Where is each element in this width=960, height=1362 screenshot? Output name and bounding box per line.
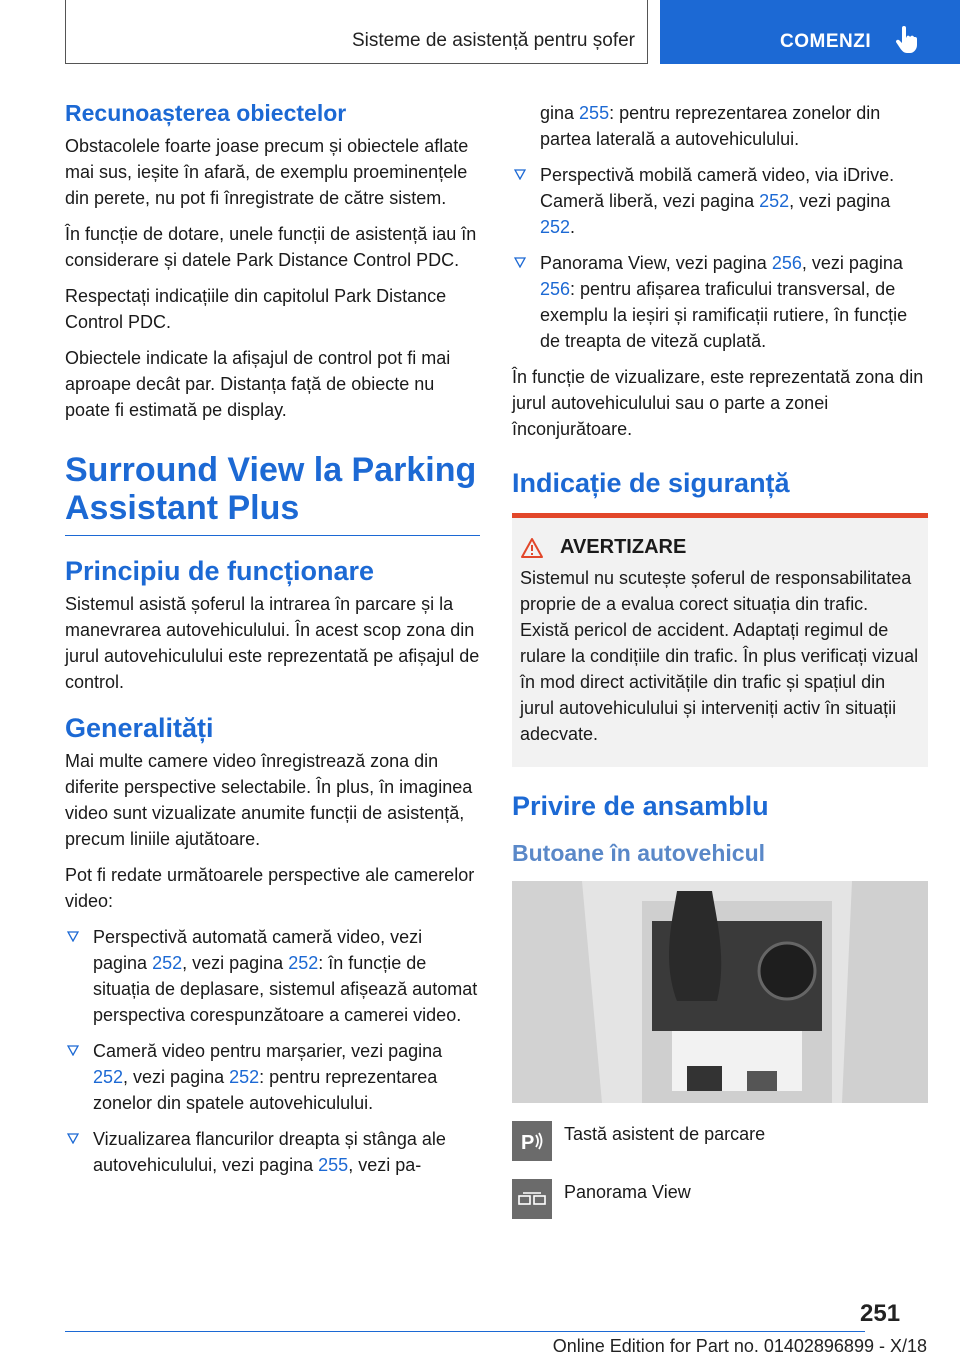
list-text: Cameră video pentru marșarier, vezi pagina (93, 1041, 443, 1061)
console-illustration (512, 881, 928, 1103)
paragraph: Sistemul asistă șoferul la intrarea în parcare și la manevrarea autovehiculului. În acest scop zona din jurul autovehiculului este reprezentată pe afișajul de control. (65, 594, 480, 692)
list-text: . (570, 217, 576, 237)
page-link[interactable]: 252 (152, 953, 183, 973)
page-link[interactable]: 252 (229, 1067, 260, 1087)
warning-text: Sistemul nu scutește șoferul de responsabilitatea proprie de a evalua corect situația din trafic. Există pericol de accident. Adaptați regimul de rulare la condițiile din trafic. În plus verificați vizual în mod direct activitățile din trafic și spațiul din jurul autovehiculului și interveniți activ în situații adecvate. (520, 568, 919, 744)
list-text: : pentru afișarea traficului transversal, de exemplu la ieșiri și ramificații rutiere, în funcție de treapta de viteză cuplată. (540, 279, 908, 351)
park-assist-icon (512, 1121, 552, 1161)
list-text: , vezi pagina (123, 1067, 230, 1087)
paragraph: Respectați indicațiile din capitolul Park Distance Control PDC. (65, 286, 447, 332)
hand-pointer-icon (896, 26, 918, 54)
heading-object-recognition: Recunoașterea obiectelor (65, 100, 347, 126)
page-link[interactable]: 255 (318, 1155, 349, 1175)
heading-principle: Principiu de funcționare (65, 556, 375, 586)
list-item (65, 1038, 480, 1116)
page-number: 251 (860, 1300, 901, 1327)
page-link[interactable]: 252 (540, 217, 571, 237)
triangle-bullet-icon (67, 1045, 79, 1056)
list-text: gina (540, 103, 580, 123)
triangle-bullet-icon (67, 931, 79, 942)
section-title: Sisteme de asistență pentru șofer (351, 30, 635, 51)
svg-text:P: P (521, 1132, 535, 1154)
page-title: Surround View la Parking Assistant Plus (65, 451, 480, 536)
legend-text: Panorama View (564, 1182, 691, 1202)
page-link[interactable]: 256 (540, 279, 571, 299)
console-photo (512, 881, 928, 1103)
list-text: , vezi pagina (801, 253, 903, 273)
column-left (65, 100, 480, 1188)
panorama-view-icon (512, 1179, 552, 1219)
perspective-list (65, 924, 480, 1178)
list-text: , vezi pa- (348, 1155, 422, 1175)
list-item (65, 924, 480, 1028)
legend-text: Tastă asistent de parcare (564, 1124, 766, 1144)
list-text: : pentru reprezentarea zonelor din spatele autovehiculului. (93, 1067, 438, 1113)
heading-overview: Privire de ansamblu (512, 791, 769, 821)
list-text: , vezi pagina (789, 191, 891, 211)
heading-general: Generalități (65, 713, 214, 743)
paragraph: Mai multe camere video înregistrează zona din diferite perspective selectabile. În plus, în imaginea video sunt vizualizate anumite funcții de asistență, precum liniile ajutătoare. (65, 751, 473, 849)
triangle-bullet-icon (514, 257, 526, 268)
list-text: : în funcție de situația de deplasare, sistemul afișează automat perspectiva corespunzătoare a camerei video. (93, 953, 478, 1025)
list-text: Perspectivă mobilă cameră video, via iDrive. Cameră liberă, vezi pagina (540, 165, 895, 211)
list-item-continued (512, 100, 928, 152)
warning-triangle-icon (520, 537, 544, 559)
legend-panorama-view (512, 1179, 928, 1219)
paragraph: Obiectele indicate la afișajul de control pot fi mai aproape decât par. Distanța față de obiecte nu poate fi estimată pe display. (65, 348, 451, 420)
column-right (512, 100, 928, 1219)
footer-divider (65, 1331, 865, 1332)
list-item (65, 1126, 480, 1178)
header-box (65, 0, 648, 64)
paragraph: În funcție de vizualizare, este reprezentată zona din jurul autovehiculului sau o parte a zonei înconjurătoare. (512, 367, 924, 439)
list-text: , vezi pagina (182, 953, 289, 973)
legend-park-assist (512, 1121, 928, 1161)
page-link[interactable]: 252 (288, 953, 319, 973)
list-item (512, 250, 928, 354)
tab-label: COMENZI (780, 31, 872, 52)
list-text: Panorama View, vezi pagina (540, 253, 772, 273)
list-text: : pentru reprezentarea zonelor din partea laterală a autovehiculului. (540, 103, 881, 149)
heading-safety: Indicație de siguranță (512, 468, 790, 498)
page-link[interactable]: 252 (93, 1067, 124, 1087)
page-link[interactable]: 255 (579, 103, 610, 123)
warning-box (512, 513, 928, 767)
paragraph: Pot fi redate următoarele perspective ale camerelor video: (65, 865, 475, 911)
warning-header (520, 536, 920, 559)
list-item (512, 162, 928, 240)
paragraph: Obstacolele foarte joase precum și obiectele aflate mai sus, ieșite în afară, de exemplu proeminențele din perete, nu pot fi înregistrate de către sistem. (65, 136, 469, 208)
heading-buttons: Butoane în autovehicul (512, 840, 766, 866)
tab-comenzi[interactable] (660, 0, 960, 64)
page-link[interactable]: 256 (771, 253, 802, 273)
triangle-bullet-icon (514, 169, 526, 180)
list-text: Vizualizarea flancurilor dreapta și stânga ale autovehiculului, vezi pagina (93, 1129, 446, 1175)
paragraph: În funcție de dotare, unele funcții de asistență iau în considerare și datele Park Distance Control PDC. (65, 224, 477, 270)
warning-label: AVERTIZARE (560, 536, 687, 558)
footer-edition: Online Edition for Part no. 01402896899 - X/18 (552, 1336, 927, 1356)
list-text: Perspectivă automată cameră video, vezi pagina (93, 927, 423, 973)
triangle-bullet-icon (67, 1133, 79, 1144)
page-link[interactable]: 252 (759, 191, 790, 211)
